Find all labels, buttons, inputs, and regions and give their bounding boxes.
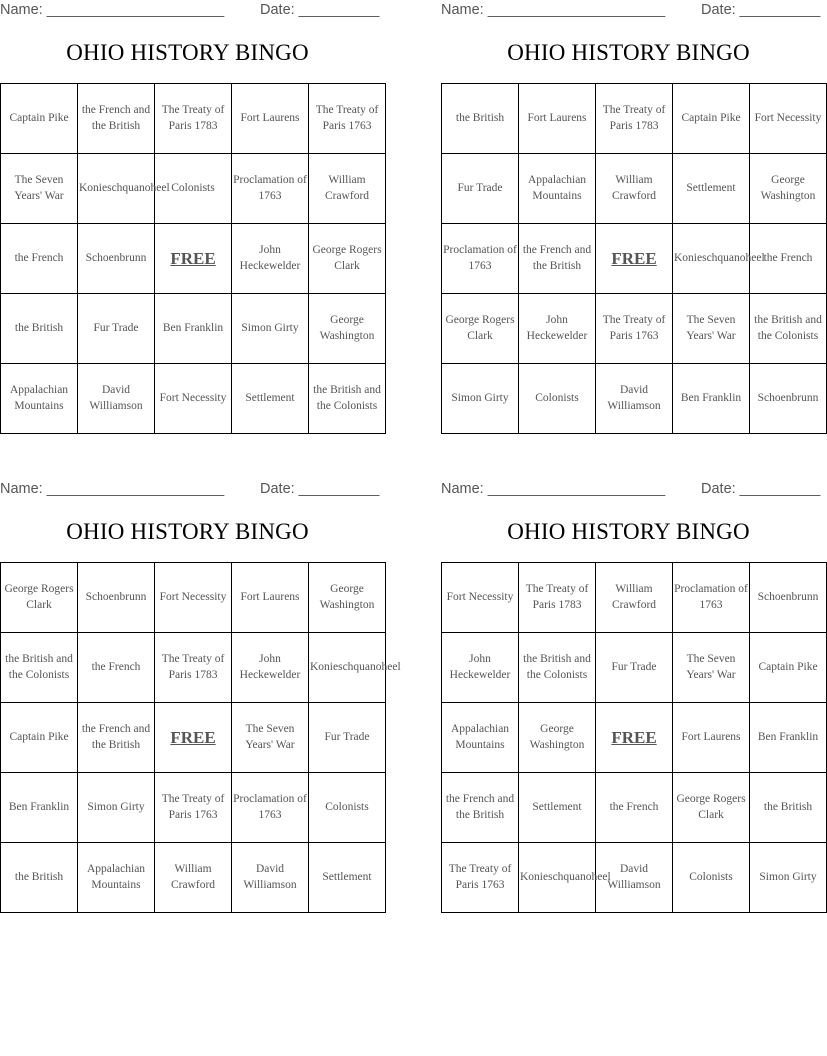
- bingo-cell: Schoenbrunn: [750, 364, 827, 434]
- bingo-cell: Ben Franklin: [673, 364, 750, 434]
- free-cell: FREE: [596, 703, 673, 773]
- bingo-cell: Settlement: [519, 773, 596, 843]
- bingo-cell: George Rogers Clark: [442, 294, 519, 364]
- bingo-cell: Schoenbrunn: [78, 224, 155, 294]
- bingo-cell: Colonists: [155, 154, 232, 224]
- bingo-cell: Appalachian Mountains: [519, 154, 596, 224]
- bingo-cell: The Treaty of Paris 1763: [442, 843, 519, 913]
- bingo-cell: Konieschquanoheel: [78, 154, 155, 224]
- bingo-cell: David Williamson: [596, 364, 673, 434]
- bingo-cell: The Treaty of Paris 1783: [596, 84, 673, 154]
- name-field-label: Name: ______________________: [441, 2, 666, 18]
- bingo-cell: Fort Necessity: [750, 84, 827, 154]
- card-title: OHIO HISTORY BINGO: [507, 519, 750, 544]
- grid-row: [442, 294, 827, 364]
- bingo-cell: the French: [596, 773, 673, 843]
- bingo-cell: the British and the Colonists: [750, 294, 827, 364]
- bingo-cell: The Seven Years' War: [232, 703, 309, 773]
- bingo-cell: Simon Girty: [750, 843, 827, 913]
- bingo-cell: Settlement: [673, 154, 750, 224]
- bingo-grid: [0, 562, 401, 913]
- bingo-cell: Fort Necessity: [442, 563, 519, 633]
- name-field-label: Name: ______________________: [0, 481, 225, 497]
- bingo-cell: Captain Pike: [1, 703, 78, 773]
- free-cell: FREE: [596, 224, 673, 294]
- bingo-cell: Fort Laurens: [519, 84, 596, 154]
- bingo-cell: the British and the Colonists: [1, 633, 78, 703]
- date-field-label: Date: __________: [701, 481, 821, 497]
- bingo-cell: Simon Girty: [78, 773, 155, 843]
- bingo-cell: Proclamation of 1763: [673, 563, 750, 633]
- bingo-cell: Ben Franklin: [155, 294, 232, 364]
- bingo-cell: Appalachian Mountains: [78, 843, 155, 913]
- bingo-cell: David Williamson: [232, 843, 309, 913]
- free-cell: FREE: [155, 703, 232, 773]
- bingo-cell: Captain Pike: [1, 84, 78, 154]
- bingo-cell: the French and the British: [78, 84, 155, 154]
- bingo-cell: Fur Trade: [78, 294, 155, 364]
- bingo-cell: George Washington: [309, 294, 386, 364]
- bingo-cell: the British and the Colonists: [519, 633, 596, 703]
- bingo-cell: The Treaty of Paris 1763: [596, 294, 673, 364]
- bingo-cell: the French and the British: [442, 773, 519, 843]
- bingo-cell: Konieschquanoheel: [519, 843, 596, 913]
- name-field-label: Name: ______________________: [441, 481, 666, 497]
- bingo-cell: the British and the Colonists: [309, 364, 386, 434]
- bingo-cell: Ben Franklin: [750, 703, 827, 773]
- bingo-cell: the French and the British: [78, 703, 155, 773]
- date-field-label: Date: __________: [701, 2, 821, 18]
- bingo-cell: Konieschquanoheel: [309, 633, 386, 703]
- bingo-cell: Fort Necessity: [155, 563, 232, 633]
- bingo-cell: Fort Laurens: [232, 563, 309, 633]
- bingo-cell: Fort Laurens: [673, 703, 750, 773]
- grid-row: [442, 364, 827, 434]
- bingo-cell: George Washington: [750, 154, 827, 224]
- card-title: OHIO HISTORY BINGO: [66, 519, 309, 544]
- bingo-cell: Appalachian Mountains: [442, 703, 519, 773]
- bingo-cell: George Washington: [519, 703, 596, 773]
- bingo-cell: George Rogers Clark: [673, 773, 750, 843]
- bingo-cell: the British: [1, 843, 78, 913]
- bingo-cell: William Crawford: [155, 843, 232, 913]
- bingo-cell: Schoenbrunn: [78, 563, 155, 633]
- card-title: OHIO HISTORY BINGO: [507, 40, 750, 65]
- bingo-cell: Colonists: [673, 843, 750, 913]
- bingo-cell: Proclamation of 1763: [442, 224, 519, 294]
- bingo-cell: The Seven Years' War: [673, 633, 750, 703]
- bingo-grid: [441, 83, 827, 434]
- bingo-cell: David Williamson: [78, 364, 155, 434]
- grid-row: [1, 224, 386, 294]
- bingo-cell: Konieschquanoheel: [673, 224, 750, 294]
- bingo-cell: Appalachian Mountains: [1, 364, 78, 434]
- grid-row: [1, 843, 386, 913]
- date-field-label: Date: __________: [260, 2, 380, 18]
- bingo-cell: John Heckewelder: [232, 633, 309, 703]
- grid-row: [442, 563, 827, 633]
- bingo-cell: Colonists: [519, 364, 596, 434]
- card-title: OHIO HISTORY BINGO: [66, 40, 309, 65]
- grid-row: [1, 364, 386, 434]
- bingo-cell: The Treaty of Paris 1783: [155, 84, 232, 154]
- bingo-cell: Schoenbrunn: [750, 563, 827, 633]
- bingo-cell: Fur Trade: [442, 154, 519, 224]
- grid-row: [442, 773, 827, 843]
- grid-row: [442, 633, 827, 703]
- bingo-cell: John Heckewelder: [232, 224, 309, 294]
- bingo-cell: the British: [442, 84, 519, 154]
- grid-row: [1, 154, 386, 224]
- bingo-cell: The Treaty of Paris 1783: [519, 563, 596, 633]
- bingo-grid: [0, 83, 386, 434]
- bingo-cell: Settlement: [232, 364, 309, 434]
- grid-row: [442, 154, 827, 224]
- bingo-cell: John Heckewelder: [442, 633, 519, 703]
- bingo-cell: the French: [750, 224, 827, 294]
- name-date-row: [0, 0, 380, 20]
- bingo-cell: Colonists: [309, 773, 386, 843]
- grid-row: [1, 563, 386, 633]
- bingo-cell: David Williamson: [596, 843, 673, 913]
- grid-row: [1, 294, 386, 364]
- bingo-cell: George Rogers Clark: [1, 563, 78, 633]
- date-field-label: Date: __________: [260, 481, 380, 497]
- bingo-cell: George Washington: [309, 563, 386, 633]
- bingo-cell: The Treaty of Paris 1763: [155, 773, 232, 843]
- bingo-cell: William Crawford: [309, 154, 386, 224]
- name-field-label: Name: ______________________: [0, 2, 225, 18]
- bingo-cell: the French: [1, 224, 78, 294]
- grid-row: [442, 224, 827, 294]
- bingo-cell: The Seven Years' War: [1, 154, 78, 224]
- bingo-cell: George Rogers Clark: [309, 224, 386, 294]
- bingo-cell: Captain Pike: [673, 84, 750, 154]
- bingo-cell: Fort Laurens: [232, 84, 309, 154]
- bingo-cell: Proclamation of 1763: [232, 154, 309, 224]
- bingo-cell: Captain Pike: [750, 633, 827, 703]
- bingo-cell: the British: [1, 294, 78, 364]
- name-date-row: [0, 479, 380, 499]
- grid-row: [442, 84, 827, 154]
- bingo-cell: The Treaty of Paris 1763: [309, 84, 386, 154]
- grid-row: [1, 84, 386, 154]
- grid-row: [1, 633, 386, 703]
- bingo-cell: William Crawford: [596, 563, 673, 633]
- bingo-cell: The Seven Years' War: [673, 294, 750, 364]
- bingo-cell: Simon Girty: [442, 364, 519, 434]
- bingo-cell: Fur Trade: [309, 703, 386, 773]
- bingo-cell: Fur Trade: [596, 633, 673, 703]
- bingo-cell: The Treaty of Paris 1783: [155, 633, 232, 703]
- grid-row: [442, 703, 827, 773]
- bingo-cell: Settlement: [309, 843, 386, 913]
- grid-row: [1, 703, 386, 773]
- bingo-cell: Ben Franklin: [1, 773, 78, 843]
- bingo-cell: the British: [750, 773, 827, 843]
- bingo-cell: John Heckewelder: [519, 294, 596, 364]
- bingo-cell: Simon Girty: [232, 294, 309, 364]
- grid-row: [442, 843, 827, 913]
- free-cell: FREE: [155, 224, 232, 294]
- bingo-cell: Proclamation of 1763: [232, 773, 309, 843]
- bingo-cell: Fort Necessity: [155, 364, 232, 434]
- bingo-cell: the French: [78, 633, 155, 703]
- name-date-row: [441, 0, 821, 20]
- name-date-row: [441, 479, 821, 499]
- bingo-cell: William Crawford: [596, 154, 673, 224]
- bingo-cell: the French and the British: [519, 224, 596, 294]
- grid-row: [1, 773, 386, 843]
- bingo-grid: [441, 562, 827, 913]
